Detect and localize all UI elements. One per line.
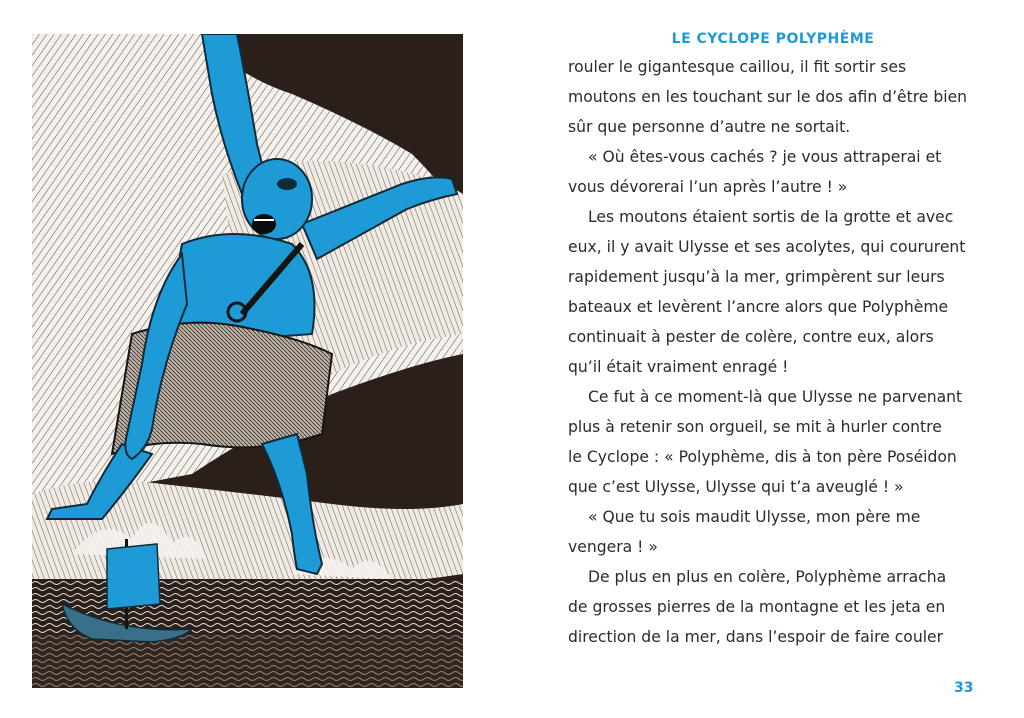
text-line: vous dévorerai l’un après l’autre ! » bbox=[568, 178, 848, 196]
paragraph bbox=[568, 52, 978, 142]
text-line: « Où êtes-vous cachés ? je vous attraperai et bbox=[588, 148, 942, 166]
text-line: que c’est Ulysse, Ulysse qui t’a aveuglé ! » bbox=[568, 478, 904, 496]
cyclops-illustration bbox=[32, 34, 463, 688]
text-line: rouler le gigantesque caillou, il fit sortir ses bbox=[568, 58, 907, 76]
text-line: plus à retenir son orgueil, se mit à hurler contre bbox=[568, 418, 942, 436]
text-line: sûr que personne d’autre ne sortait. bbox=[568, 118, 851, 136]
text-line: Les moutons étaient sortis de la grotte et avec bbox=[588, 208, 954, 226]
paragraph bbox=[568, 382, 978, 502]
paragraph bbox=[568, 502, 978, 562]
text-line: le Cyclope : « Polyphème, dis à ton père Poséidon bbox=[568, 448, 957, 466]
paragraph bbox=[568, 202, 978, 382]
text-line: eux, il y avait Ulysse et ses acolytes, qui coururent bbox=[568, 238, 966, 256]
text-line: moutons en les touchant sur le dos afin d’être bien bbox=[568, 88, 968, 106]
text-line: vengera ! » bbox=[568, 538, 658, 556]
text-line: bateaux et levèrent l’ancre alors que Polyphème bbox=[568, 298, 949, 316]
text-line: continuait à pester de colère, contre eux, alors bbox=[568, 328, 934, 346]
paragraphs bbox=[568, 52, 978, 652]
text-line: « Que tu sois maudit Ulysse, mon père me bbox=[588, 508, 921, 526]
paragraph bbox=[568, 562, 978, 652]
page-number: 33 bbox=[954, 680, 974, 696]
paragraph bbox=[568, 142, 978, 202]
text-line: Ce fut à ce moment-là que Ulysse ne parvenant bbox=[588, 388, 963, 406]
illustration-artwork bbox=[32, 34, 463, 688]
text-line: de grosses pierres de la montagne et les jeta en bbox=[568, 598, 946, 616]
text-line: rapidement jusqu’à la mer, grimpèrent sur leurs bbox=[568, 268, 945, 286]
chapter-title: LE CYCLOPE POLYPHÈME bbox=[671, 31, 875, 47]
text-line: direction de la mer, dans l’espoir de faire couler bbox=[568, 628, 944, 646]
text-line: qu’il était vraiment enragé ! bbox=[568, 358, 789, 376]
text-page bbox=[568, 28, 978, 652]
text-line: De plus en plus en colère, Polyphème arracha bbox=[588, 568, 947, 586]
